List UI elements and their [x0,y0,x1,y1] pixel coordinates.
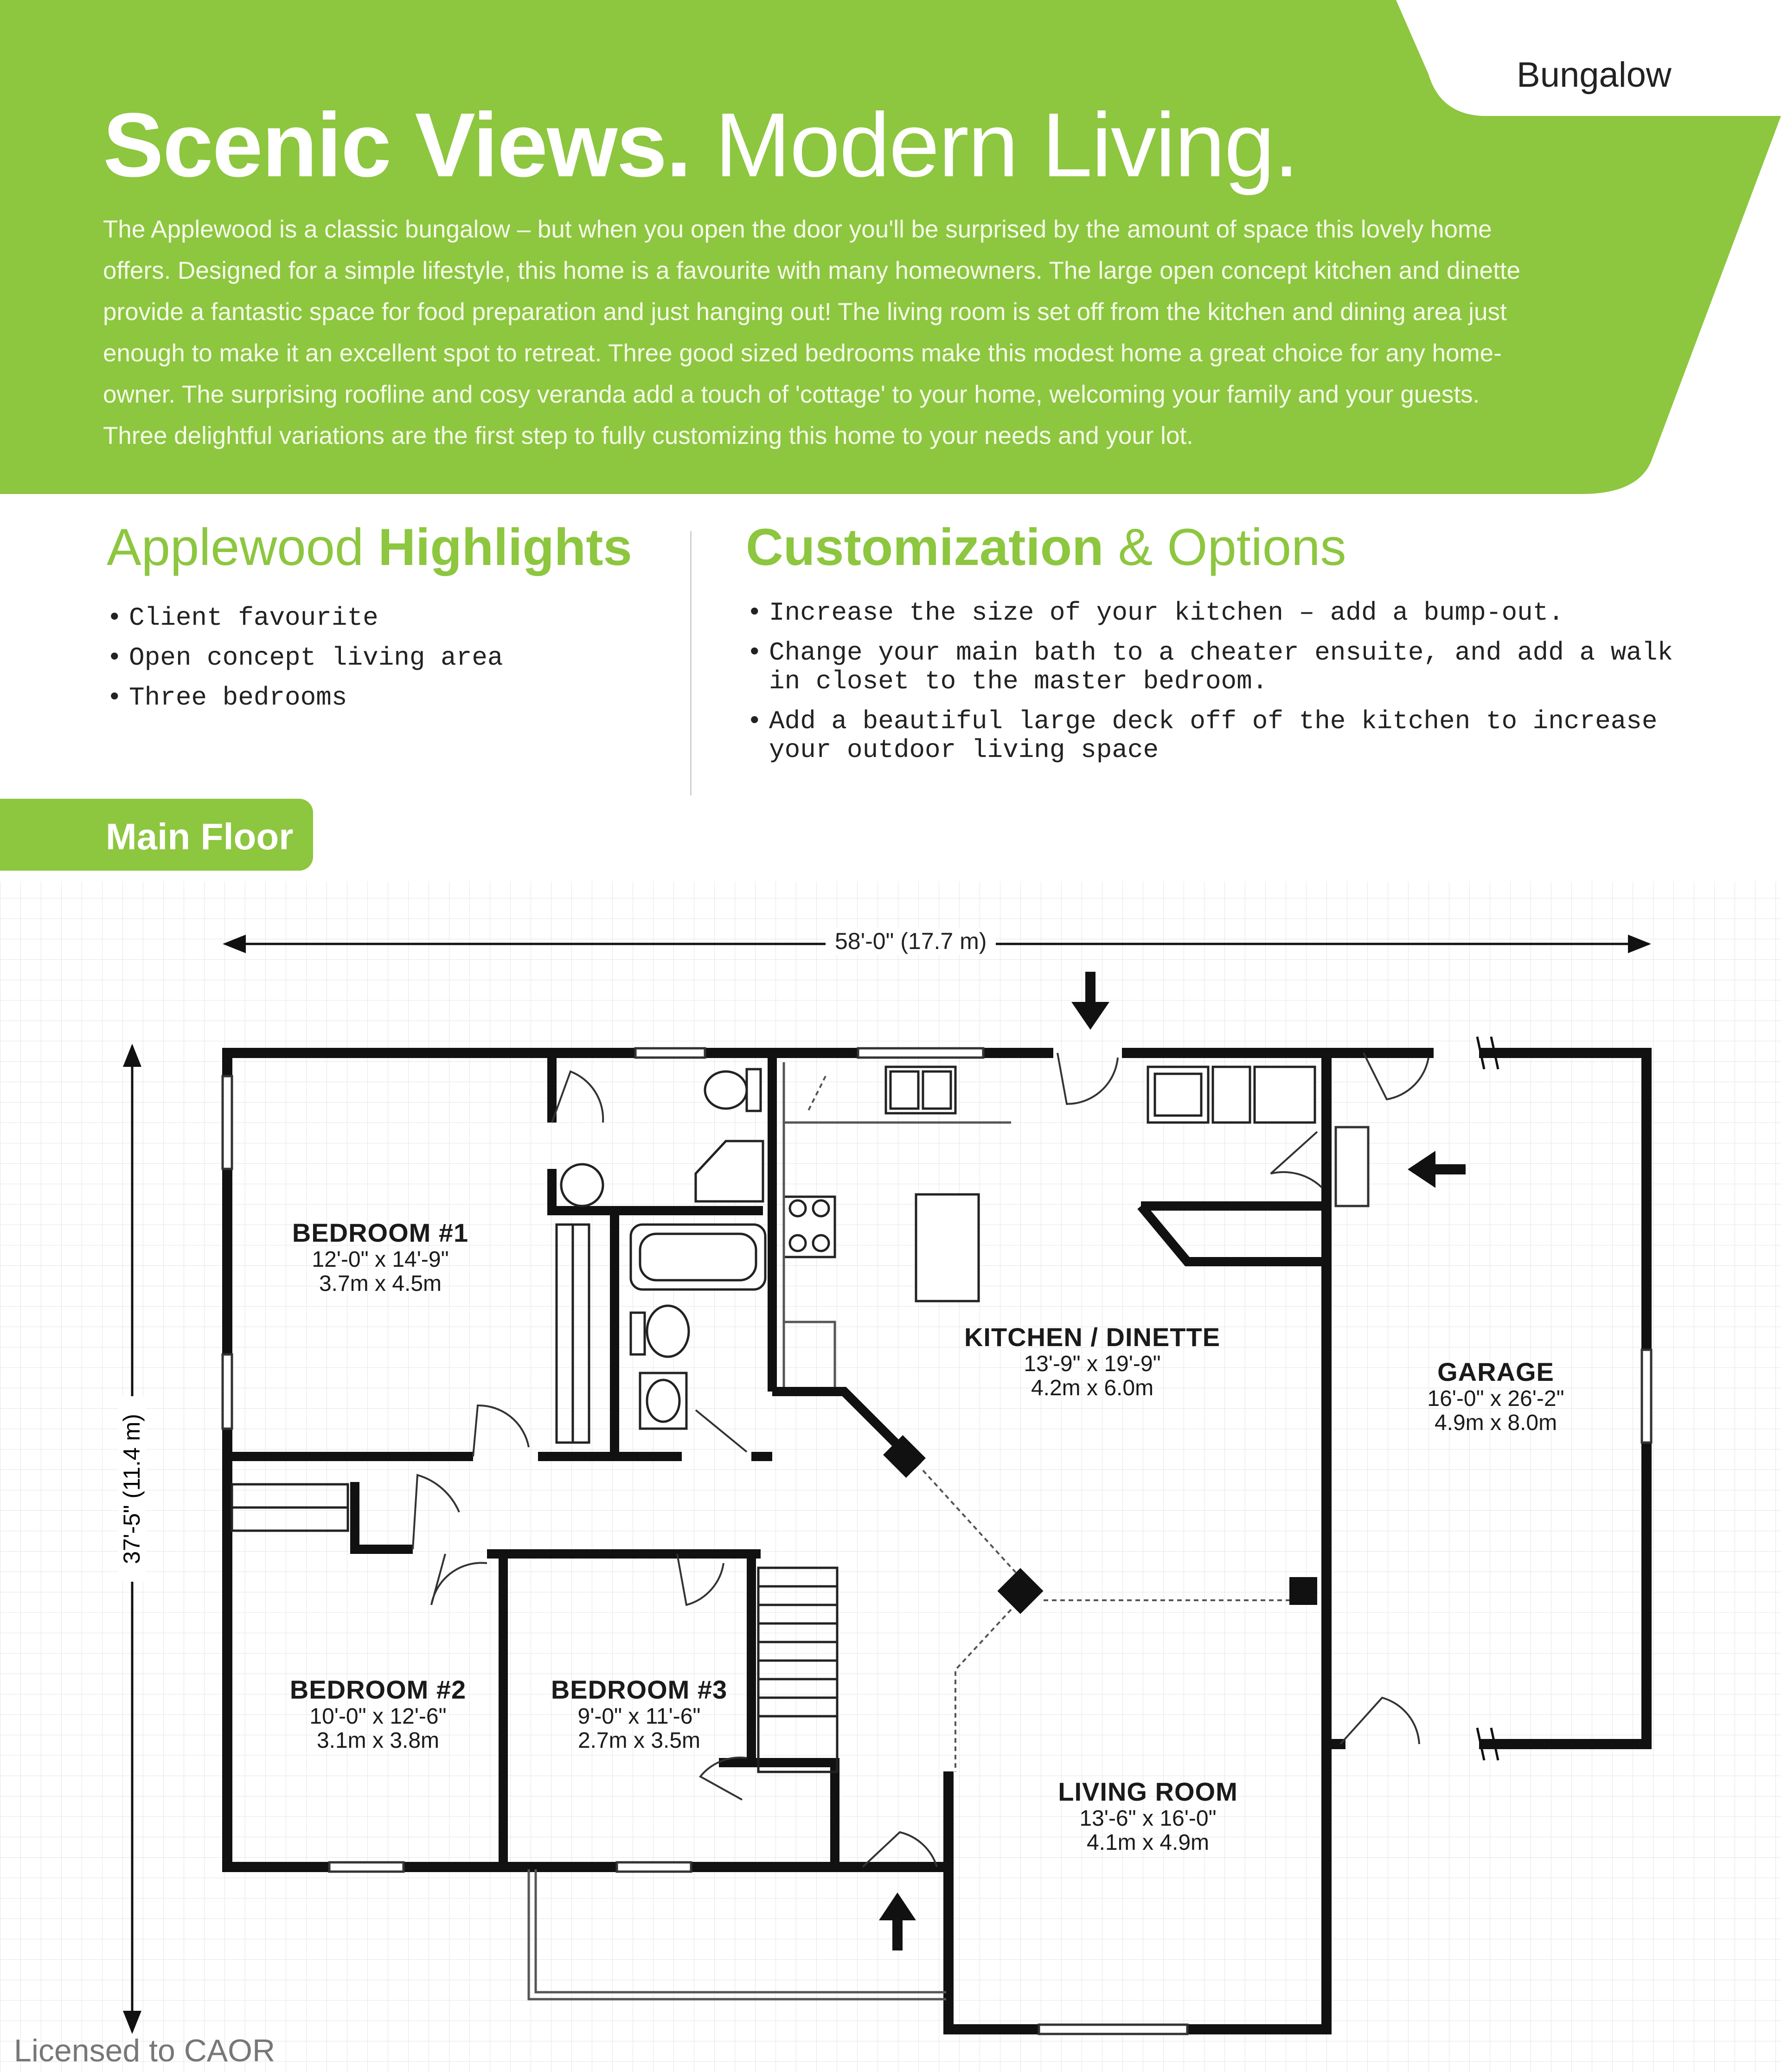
title-light: Modern Living. [715,94,1299,196]
page-title [103,94,1299,196]
room-label-kitchen [964,1322,1220,1400]
customization-list [747,598,1711,776]
room-size-imperial: 13'-9" x 19'-9" [1024,1352,1161,1376]
intro-line: provide a fantastic space for food preparation and just hanging out! The living room is set off from the kitchen and dining area just [103,298,1507,326]
main-floor-label: Main Floor [106,816,294,857]
room-name: LIVING ROOM [1058,1777,1238,1806]
intro-line: offers. Designed for a simple lifestyle, this home is a favourite with many homeowners. The large open concept kitchen and dinette [103,257,1521,284]
room-name: BEDROOM #1 [292,1218,469,1247]
room-size-imperial: 13'-6" x 16'-0" [1079,1806,1217,1831]
room-size-metric: 3.7m x 4.5m [319,1271,442,1296]
intro-paragraph [103,209,1610,456]
list-item: • Client favourite [107,603,503,633]
room-name: BEDROOM #2 [289,1675,467,1704]
list-item: • Increase the size of your kitchen – add a bump-out. [747,598,1711,627]
room-size-metric: 4.1m x 4.9m [1086,1830,1210,1855]
room-size-imperial: 12'-0" x 14'-9" [312,1247,449,1272]
floor-plan [0,881,1781,2072]
highlights-title-bold: Highlights [378,518,632,576]
room-name: KITCHEN / DINETTE [964,1322,1221,1352]
room-name: BEDROOM #3 [551,1675,728,1704]
room-size-metric: 4.9m x 8.0m [1434,1411,1557,1435]
title-bold: Scenic Views. [103,94,691,196]
room-label-bedroom-3 [551,1674,727,1753]
list-item: • Three bedrooms [107,683,503,712]
depth-dimension-label: 37'-5" (11.4 m) [118,1396,146,1582]
highlights-list [107,603,503,723]
style-tag: Bungalow [1517,55,1672,95]
room-size-metric: 2.7m x 3.5m [577,1728,701,1753]
watermark: Licensed to CAOR [14,2033,275,2068]
customization-title [746,517,1346,577]
intro-line: owner. The surprising roofline and cosy veranda add a touch of 'cottage' to your home, welcoming your family and your guests. [103,381,1480,408]
highlights-title [107,517,632,577]
room-size-metric: 3.1m x 3.8m [316,1728,440,1753]
intro-line: The Applewood is a classic bungalow – but when you open the door you'll be surprised by the amount of space this lovely home [103,216,1492,243]
list-item: • Open concept living area [107,643,503,673]
room-label-garage [1427,1357,1564,1435]
room-size-imperial: 16'-0" x 26'-2" [1427,1386,1564,1411]
width-dimension-label: 58'-0" (17.7 m) [826,928,996,955]
customization-title-bold: Customization [746,518,1104,576]
room-label-bedroom-2 [290,1674,466,1753]
list-item: • Change your main bath to a cheater ensuite, and add a walk in closet to the master bedroom. [747,638,1711,696]
intro-line: Three delightful variations are the first step to fully customizing this home to your needs and your lot. [103,422,1193,449]
room-name: GARAGE [1437,1357,1554,1386]
customization-title-light: & Options [1118,518,1346,576]
room-size-imperial: 9'-0" x 11'-6" [577,1704,701,1729]
highlights-title-light: Applewood [107,518,364,576]
list-item: • Add a beautiful large deck off of the kitchen to increase your outdoor living space [747,707,1711,764]
intro-line: enough to make it an excellent spot to retreat. Three good sized bedrooms make this modest home a great choice for any home- [103,340,1502,367]
room-size-metric: 4.2m x 6.0m [1031,1376,1154,1400]
room-label-bedroom-1 [292,1218,468,1296]
room-size-imperial: 10'-0" x 12'-6" [309,1704,447,1729]
room-label-living-room [1058,1777,1237,1855]
column-divider [690,531,692,795]
